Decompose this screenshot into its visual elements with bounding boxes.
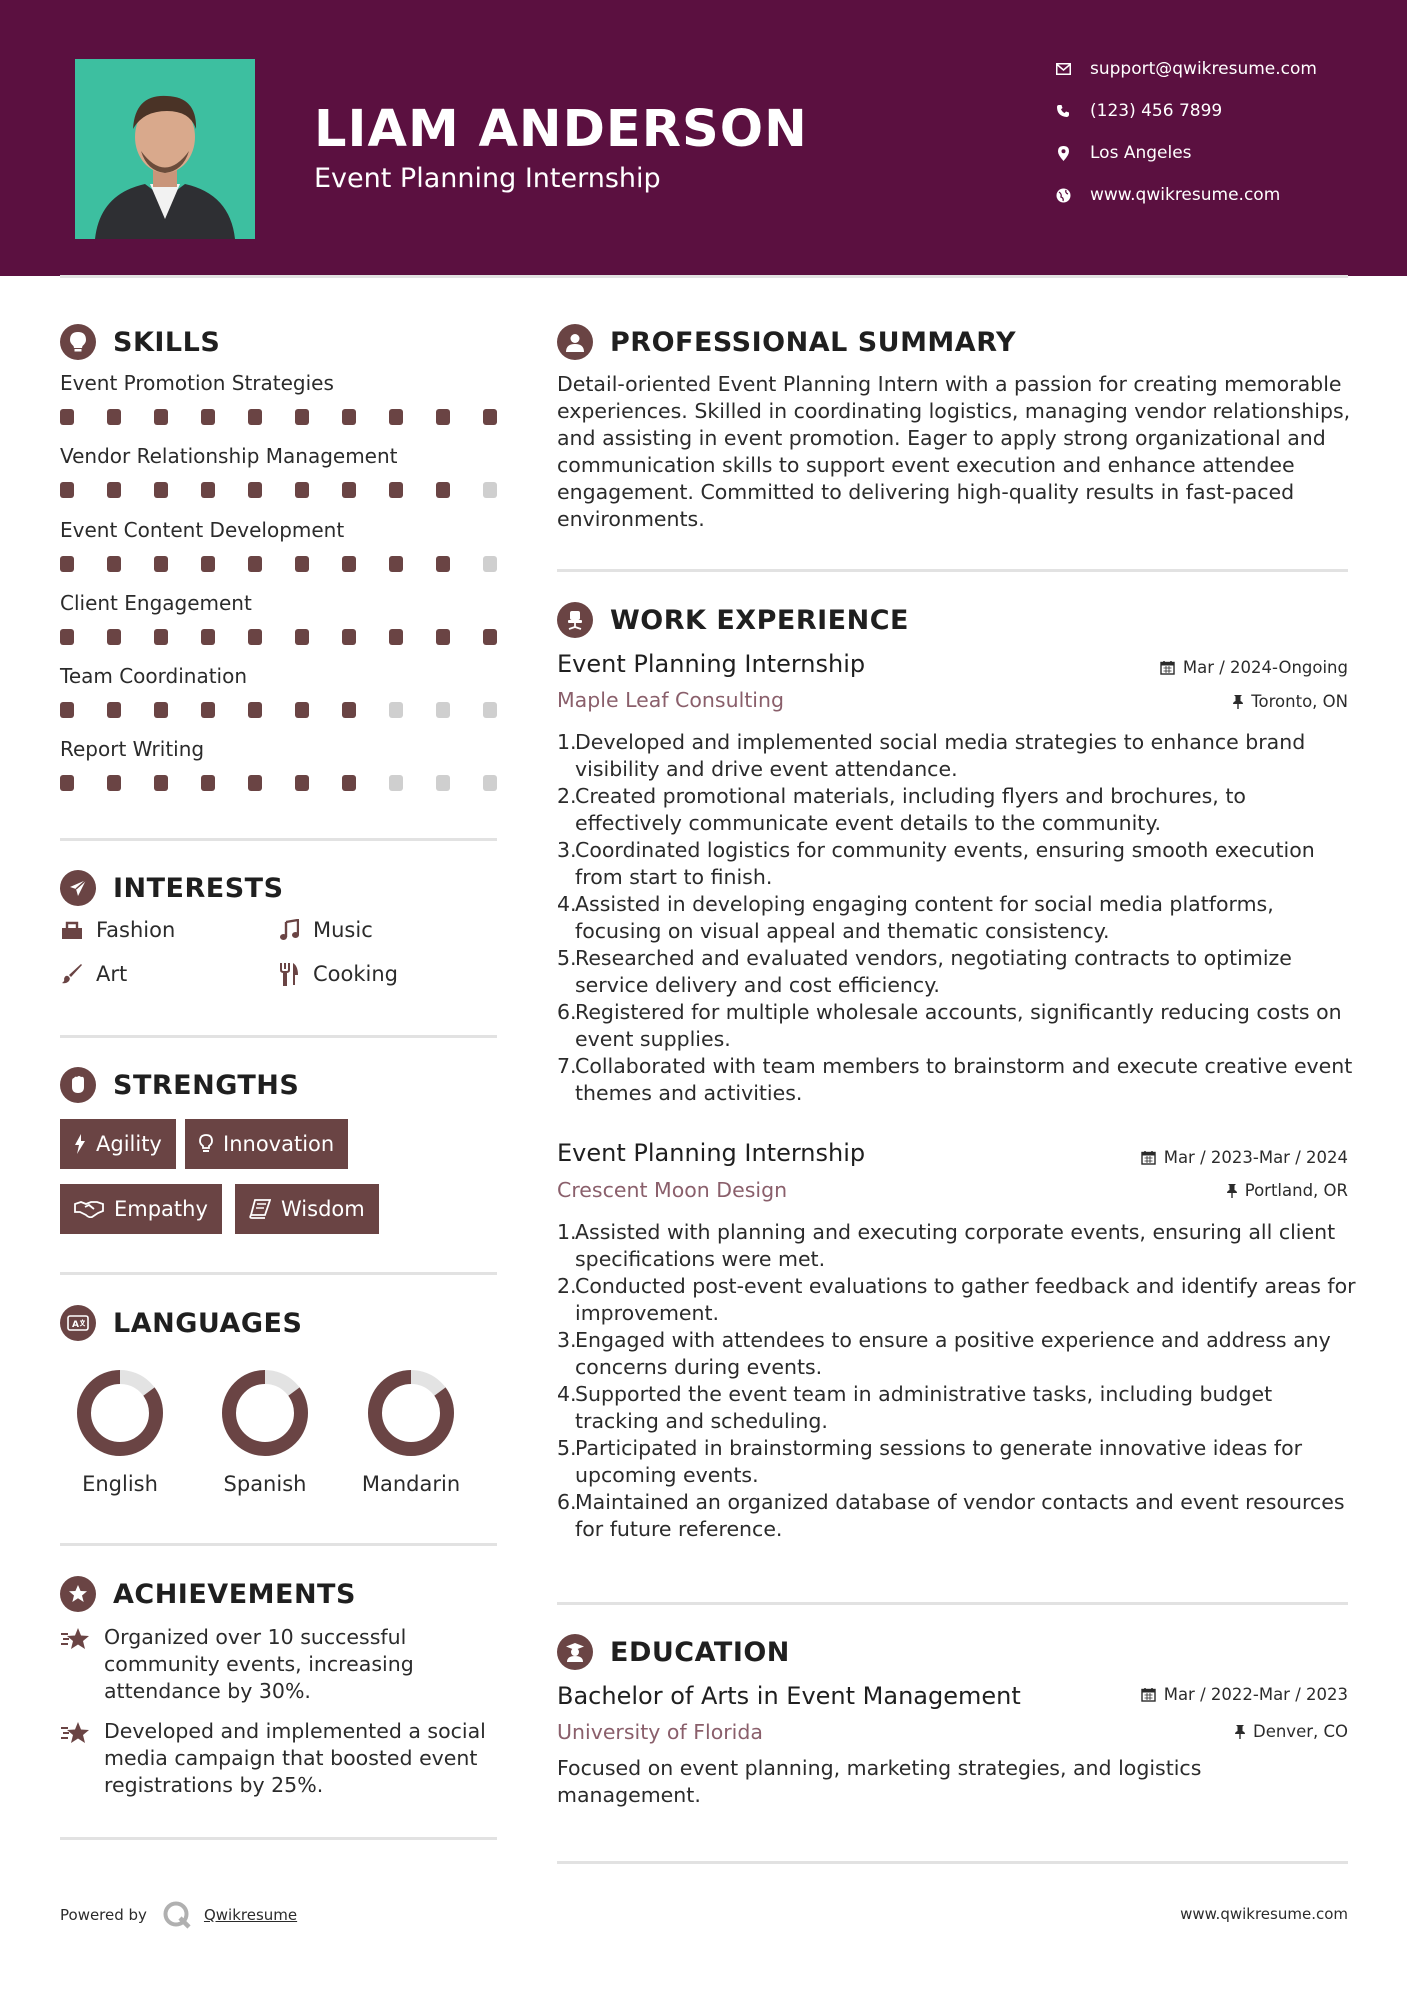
- rating-dot-filled: [201, 409, 215, 425]
- duty-text: Engaged with attendees to ensure a positive experience and address any concerns during events.: [575, 1328, 1331, 1379]
- achievements-heading: ACHIEVEMENTS: [60, 1576, 356, 1612]
- profile-photo: [75, 59, 255, 239]
- utensils-icon: [277, 963, 301, 985]
- footer-url[interactable]: www.qwikresume.com: [1180, 1905, 1348, 1923]
- duty-text: Assisted in developing engaging content for social media platforms, focusing on visual appeal and thematic consistency.: [575, 892, 1274, 943]
- duty-number: 5.: [557, 946, 577, 970]
- interest-item: Fashion: [60, 918, 175, 942]
- skill-label: Vendor Relationship Management: [60, 444, 398, 468]
- rating-dot-filled: [60, 409, 74, 425]
- duty-number: 3.: [557, 1328, 577, 1352]
- qwikresume-logo-icon: [162, 1900, 192, 1930]
- rating-dot-filled: [154, 702, 168, 718]
- skill-rating: [60, 482, 530, 498]
- summary-divider: [557, 569, 1348, 572]
- experience-divider: [557, 1602, 1348, 1605]
- language-proficiency-ring: [366, 1368, 456, 1458]
- music-note-icon: [277, 919, 301, 941]
- interest-item: Music: [277, 918, 373, 942]
- candidate-title: Event Planning Internship: [314, 163, 661, 194]
- rating-dot-filled: [107, 409, 121, 425]
- rating-dot-filled: [154, 556, 168, 572]
- rating-dot-empty: [483, 775, 497, 791]
- duty-text: Participated in brainstorming sessions to generate innovative ideas for upcoming events.: [575, 1436, 1303, 1487]
- education-school: University of Florida: [557, 1720, 763, 1744]
- rating-dot-filled: [201, 482, 215, 498]
- skill-rating: [60, 629, 530, 645]
- duty-number: 1.: [557, 1220, 577, 1244]
- language-proficiency-ring: [220, 1368, 310, 1458]
- experience-heading: WORK EXPERIENCE: [557, 602, 909, 638]
- skill-rating: [60, 702, 530, 718]
- duty-number: 3.: [557, 838, 577, 862]
- rating-dot-filled: [295, 482, 309, 498]
- rating-dot-filled: [154, 775, 168, 791]
- duty-text: Created promotional materials, including flyers and brochures, to effectively communicate event details to the community.: [575, 784, 1246, 835]
- calendar-icon: [1160, 660, 1175, 675]
- rating-dot-filled: [60, 556, 74, 572]
- rating-dot-filled: [342, 482, 356, 498]
- rating-dot-filled: [201, 556, 215, 572]
- rating-dot-filled: [60, 775, 74, 791]
- contact-location-text: Los Angeles: [1090, 143, 1192, 163]
- skills-heading: SKILLS: [60, 324, 220, 360]
- duty-number: 4.: [557, 892, 577, 916]
- achievement-item: Organized over 10 successful community events, increasing attendance by 30%.: [60, 1624, 500, 1705]
- rating-dot-filled: [60, 482, 74, 498]
- duty-text: Collaborated with team members to brainstorm and execute creative event themes and activities.: [575, 1054, 1353, 1105]
- header-divider: [60, 275, 1348, 278]
- duty-item: [557, 1273, 1357, 1327]
- skill-label: Team Coordination: [60, 664, 248, 688]
- summary-text: Detail-oriented Event Planning Intern with a passion for creating memorable experiences. Skilled in coordinating logistics, managing vendor relationships, and assisting in event promotion. Eager to apply strong organizational and communication skills to support event execution and enhance attendee engagement. Committed to delivering high-quality results in fast-paced environments.: [557, 372, 1351, 531]
- education-description: Focused on event planning, marketing strategies, and logistics management.: [557, 1756, 1202, 1807]
- rating-dot-filled: [342, 409, 356, 425]
- duty-item: [557, 1327, 1357, 1381]
- contact-website[interactable]: [1054, 185, 1280, 205]
- skill-rating: [60, 409, 530, 425]
- duty-text: Supported the event team in administrative tasks, including budget tracking and scheduling.: [575, 1382, 1273, 1433]
- job-dates: Mar / 2023-Mar / 2024: [1141, 1148, 1348, 1167]
- rating-dot-filled: [60, 629, 74, 645]
- rating-dot-empty: [389, 702, 403, 718]
- duty-item: [557, 945, 1357, 999]
- languages-heading: A LANGUAGES: [60, 1305, 302, 1341]
- rating-dot-filled: [107, 702, 121, 718]
- calendar-icon: [1141, 1687, 1156, 1702]
- language-item: [60, 1368, 180, 1496]
- strengths-heading: STRENGTHS: [60, 1067, 299, 1103]
- rating-dot-filled: [201, 629, 215, 645]
- duty-item: [557, 783, 1357, 837]
- rating-dot-filled: [248, 409, 262, 425]
- language-label: English: [82, 1472, 158, 1496]
- rating-dot-filled: [248, 775, 262, 791]
- rating-dot-filled: [436, 629, 450, 645]
- language-label: Mandarin: [361, 1472, 461, 1496]
- duty-number: 6.: [557, 1490, 577, 1514]
- contact-email-text: support@qwikresume.com: [1090, 59, 1317, 79]
- skill-label: Client Engagement: [60, 591, 252, 615]
- strengths-divider: [60, 1272, 497, 1275]
- duty-item: [557, 729, 1357, 783]
- duty-number: 4.: [557, 1382, 577, 1406]
- candidate-name: LIAM ANDERSON: [314, 100, 808, 159]
- rating-dot-filled: [248, 629, 262, 645]
- rating-dot-filled: [342, 702, 356, 718]
- rating-dot-empty: [389, 775, 403, 791]
- pushpin-icon: [1235, 1724, 1245, 1739]
- duty-item: [557, 1381, 1357, 1435]
- contact-phone[interactable]: [1054, 101, 1222, 121]
- rating-dot-filled: [295, 775, 309, 791]
- rating-dot-empty: [483, 482, 497, 498]
- calendar-icon: [1141, 1150, 1156, 1165]
- duty-text: Registered for multiple wholesale accounts, significantly reducing costs on event supplies.: [575, 1000, 1342, 1051]
- duty-number: 2.: [557, 784, 577, 808]
- skill-label: Event Promotion Strategies: [60, 371, 334, 395]
- job-location: Portland, OR: [1227, 1181, 1348, 1200]
- graduate-icon: [557, 1634, 593, 1670]
- rating-dot-filled: [436, 556, 450, 572]
- education-degree: Bachelor of Arts in Event Management: [557, 1682, 1021, 1710]
- rating-dot-filled: [154, 409, 168, 425]
- svg-text:A: A: [72, 1320, 80, 1330]
- duty-text: Coordinated logistics for community events, ensuring smooth execution from start to finish.: [575, 838, 1315, 889]
- star-icon: [60, 1718, 92, 1799]
- rating-dot-filled: [295, 409, 309, 425]
- duty-number: 5.: [557, 1436, 577, 1460]
- envelope-icon: [1054, 60, 1072, 78]
- rating-dot-empty: [483, 556, 497, 572]
- rating-dot-filled: [342, 775, 356, 791]
- interests-divider: [60, 1035, 497, 1038]
- fist-icon: [60, 1067, 96, 1103]
- languages-divider: [60, 1543, 497, 1546]
- strength-chip-agility: Agility: [60, 1119, 176, 1169]
- lightbulb-icon: [199, 1134, 213, 1154]
- achievements-divider: [60, 1837, 497, 1840]
- education-divider: [557, 1861, 1348, 1864]
- globe-icon: [1054, 186, 1072, 204]
- rating-dot-filled: [295, 702, 309, 718]
- duty-text: Maintained an organized database of vendor contacts and event resources for future reference.: [575, 1490, 1345, 1541]
- rating-dot-filled: [248, 482, 262, 498]
- interests-heading: INTERESTS: [60, 870, 284, 906]
- rating-dot-filled: [342, 556, 356, 572]
- book-icon: [249, 1199, 271, 1219]
- rating-dot-filled: [436, 482, 450, 498]
- duty-number: 2.: [557, 1274, 577, 1298]
- rating-dot-filled: [295, 629, 309, 645]
- qwikresume-link[interactable]: Qwikresume: [203, 1906, 298, 1924]
- rating-dot-empty: [483, 702, 497, 718]
- paper-plane-icon: [60, 870, 96, 906]
- skills-divider: [60, 838, 497, 841]
- duty-item: [557, 1489, 1357, 1543]
- duty-number: 6.: [557, 1000, 577, 1024]
- strength-chip-wisdom: Wisdom: [235, 1184, 379, 1234]
- rating-dot-filled: [154, 629, 168, 645]
- job-company: Maple Leaf Consulting: [557, 688, 785, 712]
- duty-text: Conducted post-event evaluations to gather feedback and identify areas for improvement.: [575, 1274, 1356, 1325]
- lightbulb-icon: [60, 324, 96, 360]
- skill-rating: [60, 556, 530, 572]
- duty-item: [557, 999, 1357, 1053]
- job-title: Event Planning Internship: [557, 650, 866, 678]
- strength-chip-innovation: Innovation: [185, 1119, 348, 1169]
- education-heading: EDUCATION: [557, 1634, 790, 1670]
- job-company: Crescent Moon Design: [557, 1178, 788, 1202]
- interest-item: Art: [60, 962, 127, 986]
- duty-item: [557, 837, 1357, 891]
- rating-dot-empty: [436, 775, 450, 791]
- education-location: Denver, CO: [1235, 1722, 1348, 1741]
- handbag-icon: [60, 919, 84, 941]
- duty-text: Assisted with planning and executing corporate events, ensuring all client specifications were met.: [575, 1220, 1336, 1271]
- job-location: Toronto, ON: [1233, 692, 1348, 711]
- rating-dot-filled: [201, 702, 215, 718]
- summary-heading: PROFESSIONAL SUMMARY: [557, 324, 1016, 360]
- rating-dot-filled: [107, 629, 121, 645]
- rating-dot-filled: [389, 409, 403, 425]
- contact-website-text: www.qwikresume.com: [1090, 185, 1281, 205]
- strength-chip-empathy: Empathy: [60, 1184, 222, 1234]
- language-item: [205, 1368, 325, 1496]
- duty-item: [557, 1219, 1357, 1273]
- rating-dot-filled: [295, 556, 309, 572]
- skill-label: Report Writing: [60, 737, 205, 761]
- rating-dot-filled: [389, 482, 403, 498]
- paintbrush-icon: [60, 963, 84, 985]
- skill-rating: [60, 775, 530, 791]
- bolt-icon: [74, 1134, 86, 1154]
- rating-dot-filled: [60, 702, 74, 718]
- resume-header: [0, 0, 1407, 276]
- language-proficiency-ring: [75, 1368, 165, 1458]
- duty-item: [557, 1053, 1357, 1107]
- rating-dot-filled: [107, 775, 121, 791]
- user-icon: [557, 324, 593, 360]
- duty-number: 7.: [557, 1054, 577, 1078]
- rating-dot-filled: [248, 702, 262, 718]
- job-title: Event Planning Internship: [557, 1139, 866, 1167]
- footer-powered-by: Powered by Qwikresume: [60, 1900, 297, 1930]
- language-item: [351, 1368, 471, 1496]
- pushpin-icon: [1233, 694, 1243, 709]
- contact-location: [1054, 143, 1192, 163]
- achievement-item: Developed and implemented a social media campaign that boosted event registrations by 25%.: [60, 1718, 500, 1799]
- contact-phone-text: (123) 456 7899: [1090, 101, 1223, 121]
- rating-dot-empty: [436, 702, 450, 718]
- rating-dot-filled: [154, 482, 168, 498]
- pushpin-icon: [1227, 1183, 1237, 1198]
- language-label: Spanish: [223, 1472, 307, 1496]
- handshake-icon: [74, 1200, 104, 1218]
- rating-dot-filled: [483, 629, 497, 645]
- star-icon: [60, 1624, 92, 1705]
- rating-dot-filled: [201, 775, 215, 791]
- duty-item: [557, 1435, 1357, 1489]
- interest-item: Cooking: [277, 962, 398, 986]
- education-dates: Mar / 2022-Mar / 2023: [1141, 1685, 1348, 1704]
- job-duties-list: [557, 1219, 1357, 1543]
- office-chair-icon: [557, 602, 593, 638]
- rating-dot-filled: [389, 629, 403, 645]
- rating-dot-filled: [389, 556, 403, 572]
- rating-dot-filled: [483, 409, 497, 425]
- duty-text: Developed and implemented social media strategies to enhance brand visibility and drive event attendance.: [575, 730, 1306, 781]
- star-badge-icon: [60, 1576, 96, 1612]
- rating-dot-filled: [107, 482, 121, 498]
- rating-dot-filled: [107, 556, 121, 572]
- rating-dot-filled: [342, 629, 356, 645]
- contact-email[interactable]: [1054, 59, 1317, 79]
- job-dates: Mar / 2024-Ongoing: [1160, 658, 1348, 677]
- duty-text: Researched and evaluated vendors, negotiating contracts to optimize service delivery and cost efficiency.: [575, 946, 1292, 997]
- rating-dot-filled: [248, 556, 262, 572]
- phone-icon: [1054, 102, 1072, 120]
- job-duties-list: [557, 729, 1357, 1107]
- rating-dot-filled: [436, 409, 450, 425]
- duty-number: 1.: [557, 730, 577, 754]
- duty-item: [557, 891, 1357, 945]
- skill-label: Event Content Development: [60, 518, 345, 542]
- language-icon: [60, 1305, 96, 1341]
- location-pin-icon: [1054, 144, 1072, 162]
